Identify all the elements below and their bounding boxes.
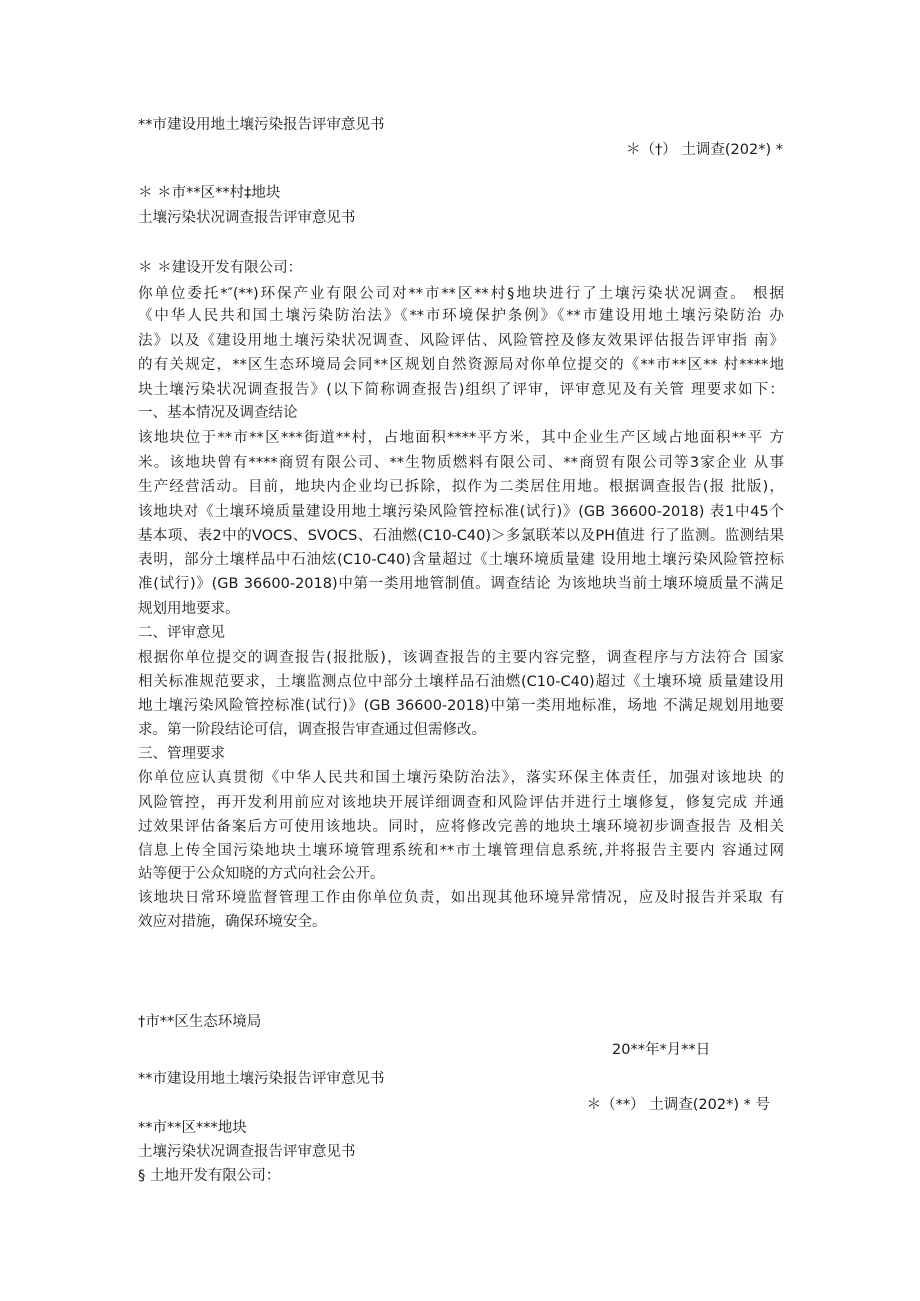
section3-line: 站等便于公众知晓的方式向社会公开。 [138,866,385,882]
section3-line: 你单位应认真贯彻《中华人民共和国土壤污染防治法》，落实环保主体责任，加强对该地块 的 [138,770,784,786]
issue-date: 20**年*月**日 [612,1042,711,1058]
doc2-subtitle: 土壤污染状况调查报告评审意见书 [138,1144,356,1160]
section2-line: 根据你单位提交的调查报告(报批版)，该调查报告的主要内容完整，调查程序与方法符合 国家 [138,650,784,666]
closing-line: 该地块日常环境监督管理工作由你单位负责，如出现其他环境异常情况，应及时报告并采取 有 [138,890,784,906]
section3-line: 风险管控，再开发利用前应对该地块开展详细调查和风险评估并进行土壤修复，修复完成 并通 [138,795,784,811]
doc2-title: **市建设用地土壤污染报告评审意见书 [138,1071,385,1087]
intro-line: 的有关规定，**区生态环境局会同**区规划自然资源局对你单位提交的《**市**区** 村****地 [138,357,784,373]
doc2-number: ＊（**） 土调查(202*) * 号 [586,1097,770,1113]
doc-subtitle: 土壤污染状况调查报告评审意见书 [138,210,356,226]
section1-line: 米。该地块曾有****商贸有限公司、**生物质燃料有限公司、**商贸有限公司等3家企业 从事 [138,455,784,471]
doc-number: ＊（†） 土调查(202*) * [626,142,783,158]
site-line: ＊ ＊市**区**村‡地块 [138,185,281,201]
section-heading-1: 一、基本情况及调查结论 [138,405,298,421]
section1-line: 规划用地要求。 [138,601,240,617]
section1-line: 该地块位于**市**区***街道**村，占地面积****平方米，其中企业生产区域占地面积**平 方 [138,430,784,446]
intro-line: 你单位委托*″(**)环保产业有限公司对**市**区**村§地块进行了土壤污染状况调查。 根据 [138,286,784,302]
section1-line: 基本项、表2中的VOCS、SVOCS、石油燃(C10-C40)＞多氯联苯以及PH值进 行了监测。监测结果 [138,528,784,544]
closing-line: 效应对措施，确保环境安全。 [138,914,327,930]
intro-line: 法》以及《建设用地土壤污染状况调查、风险评估、风险管控及修友效果评估报告评审指 南》 [138,333,784,349]
section-heading-3: 三、管理要求 [138,746,225,762]
section2-line: 求。第一阶段结论可信，调查报告审查通过但需修改。 [138,722,486,738]
section3-line: 信息上传全国污染地块土壤环境管理系统和**市土壤管理信息系统,并将报告主要内 容通过网 [138,843,784,859]
doc2-addressee: § 土地开发有限公司： [138,1168,281,1184]
intro-line: 块土壤污染状况调查报告》(以下简称调查报告)组织了评审，评审意见及有关管 理要求如下： [138,382,784,398]
intro-line: 《中华人民共和国土壤污染防治法》《**市环境保护条例》《**市建设用地土壤污染防治 办 [138,308,784,324]
section1-line: 该地块对《土壤环境质量建设用地土壤污染风险管控标准(试行)》(GB 36600-2018) 表1中45个 [138,504,784,520]
section2-line: 地土壤污染风险管控标准(试行)》(GB 36600-2018)中第一类用地标准，场地 不满足规划用地要 [138,698,784,714]
section1-line: 准(试行)》(GB 36600-2018)中第一类用地管制值。调查结论 为该地块当前土壤环境质量不满足 [138,576,784,592]
addressee: ＊ ＊建设开发有限公司： [138,260,303,276]
section3-line: 过效果评估备案后方可使用该地块。同时，应将修改完善的地块土壤环境初步调查报告 及相关 [138,819,784,835]
doc2-site-line: **市**区***地块 [138,1120,247,1136]
section1-line: 表明，部分土壤样品中石油炫(C10-C40)含量超过《土壤环境质量建 设用地土壤污染风险管控标 [138,552,784,568]
section1-line: 生产经营活动。目前，地块内企业均已拆除，拟作为二类居住用地。根据调查报告(报 批版)， [138,479,784,495]
doc-title: **市建设用地土壤污染报告评审意见书 [138,117,385,133]
section-heading-2: 二、评审意见 [138,625,225,641]
issuer: †市**区生态环境局 [138,1014,262,1030]
section2-line: 相关标准规范要求，土壤监测点位中部分土壤样品石油燃(C10-C40)超过《土壤环境 质量建设用 [138,674,784,690]
